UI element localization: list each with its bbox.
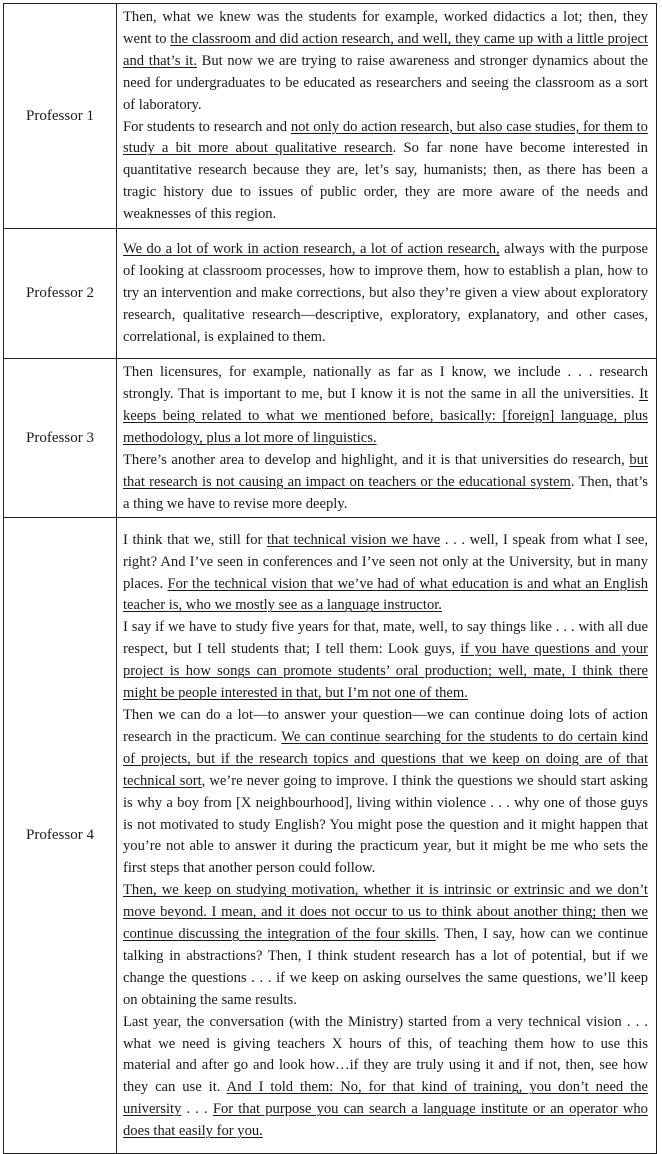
- underlined-excerpt: We do a lot of work in action research, a lot of action research,: [123, 241, 500, 258]
- quote-cell: [117, 359, 657, 518]
- speaker-label: Professor 2: [4, 229, 117, 359]
- table-row-professor-1: [4, 4, 657, 229]
- quote-cell: [117, 229, 657, 359]
- quote-text: I think that we, still for: [123, 531, 267, 548]
- quote-paragraph: [123, 117, 648, 227]
- underlined-excerpt: that technical vision we have: [266, 531, 441, 548]
- quote-paragraph: [123, 617, 648, 705]
- quote-paragraph: [123, 7, 648, 117]
- quote-text: But now we are trying to raise awareness and stronger dynamics about the need for undergraduates to be educated as researchers and seeing the classroom as a sort of laboratory.: [123, 52, 648, 113]
- quote-text: . . .: [181, 1101, 213, 1118]
- quote-paragraph: [123, 362, 648, 450]
- quote-paragraph: [123, 530, 648, 618]
- speaker-label: Professor 4: [4, 518, 117, 1154]
- underlined-excerpt: the classroom and did action research, and well, they came up with a little project and that’s it.: [123, 30, 648, 69]
- quote-paragraph: [123, 450, 648, 516]
- underlined-excerpt: For that purpose you can search a language institute or an operator who does that easily for you.: [123, 1101, 648, 1140]
- underlined-excerpt: not only do action research, but also case studies, for them to study a bit more about qualitative research: [123, 118, 648, 157]
- underlined-excerpt: Then, we keep on studying motivation, whether it is intrinsic or extrinsic and we don’t move beyond. I mean, and it does not occur to us to think about another thing; then we continue discussing the integration of the four skills: [123, 882, 648, 943]
- quote-text: There’s another area to develop and highlight, and it is that universities do research,: [123, 451, 630, 468]
- quote-paragraph: [123, 705, 648, 880]
- underlined-excerpt: It keeps being related to what we mentioned before, basically: [foreign] language, plus methodology, plus a lot more of linguistics.: [123, 385, 648, 446]
- interview-excerpts-table: [3, 3, 657, 1154]
- quote-text: , we’re never going to improve. I think the questions we should start asking is why a boy from [X neighbourhood], living within violence . . . why one of those guys is not motivated to study English? You might pose the question and it might happen that you’re not able to answer it during the practicum year, but it might be me who sets the first steps that another person could follow.: [123, 772, 648, 877]
- quote-text: I say if we have to study five years for that, mate, well, to say things like . . . with all due respect, but I tell students that; I tell them: Look guys,: [123, 619, 648, 658]
- quote-text: . Then, that’s a thing we have to revise more deeply.: [123, 473, 648, 512]
- underlined-excerpt: if you have questions and your project is how songs can promote students’ oral production; well, mate, I think there might be people interested in that, but I’m not one of them.: [123, 641, 648, 702]
- table-row-professor-4: [4, 518, 657, 1154]
- quote-text: Then, what we knew was the students for example, worked didactics a lot; then, they went to: [123, 9, 648, 47]
- table-row-professor-2: [4, 229, 657, 359]
- underlined-excerpt: And I told them: No, for that kind of training, you don’t need the university: [123, 1079, 648, 1118]
- quote-cell: [117, 518, 657, 1154]
- speaker-label: Professor 3: [4, 359, 117, 518]
- quote-cell: [117, 4, 657, 229]
- quote-text: Last year, the conversation (with the Ministry) started from a very technical vision . . . what we need is giving teachers X hours of this, of teaching them how to use this material and after go and look how…if they are truly using it and if not, then, see how they can use it.: [123, 1013, 648, 1096]
- table-row-professor-3: [4, 359, 657, 518]
- underlined-excerpt: For the technical vision that we’ve had of what education is and what an English teacher is, who we mostly see as a language instructor.: [123, 575, 648, 614]
- underlined-excerpt: We can continue searching for the students to do certain kind of projects, but if the research topics and questions that we keep on doing are of that technical sort: [123, 728, 648, 789]
- quote-paragraph: [123, 239, 648, 349]
- quote-text: Then licensures, for example, nationally as far as I know, we include . . . research strongly. That is important to me, but I know it is not the same in all the universities.: [123, 364, 648, 402]
- quote-text: always with the purpose of looking at classroom processes, how to improve them, how to establish a plan, how to try an intervention and make corrections, but also they’re given a view about exploratory research, qualitative research—descriptive, exploratory, explanatory, and other cases, correlational, is explained to them.: [123, 241, 648, 345]
- quote-text: For students to research and: [123, 118, 291, 135]
- underlined-excerpt: but that research is not causing an impact on teachers or the educational system: [123, 451, 648, 490]
- quote-text: Then we can do a lot—to answer your question—we can continue doing lots of action research in the practicum.: [123, 706, 648, 745]
- quote-text: . So far none have become interested in quantitative research because they are, let’s say, humanists; then, as there has been a tragic history due to issues of public order, they are more aware of the needs and weaknesses of this region.: [123, 140, 648, 223]
- quote-text: . . . well, I speak from what I see, right? And I’ve seen in conferences and I’ve seen not only at the University, but in many places.: [123, 531, 648, 592]
- quote-text: . Then, I say, how can we continue talking in abstractions? Then, I think student research has a lot of potential, but if we change the questions . . . if we keep on asking ourselves the same questions, we’ll keep on obtaining the same results.: [123, 926, 648, 1008]
- quote-paragraph: [123, 1012, 648, 1143]
- speaker-label: Professor 1: [4, 4, 117, 229]
- quote-paragraph: [123, 880, 648, 1011]
